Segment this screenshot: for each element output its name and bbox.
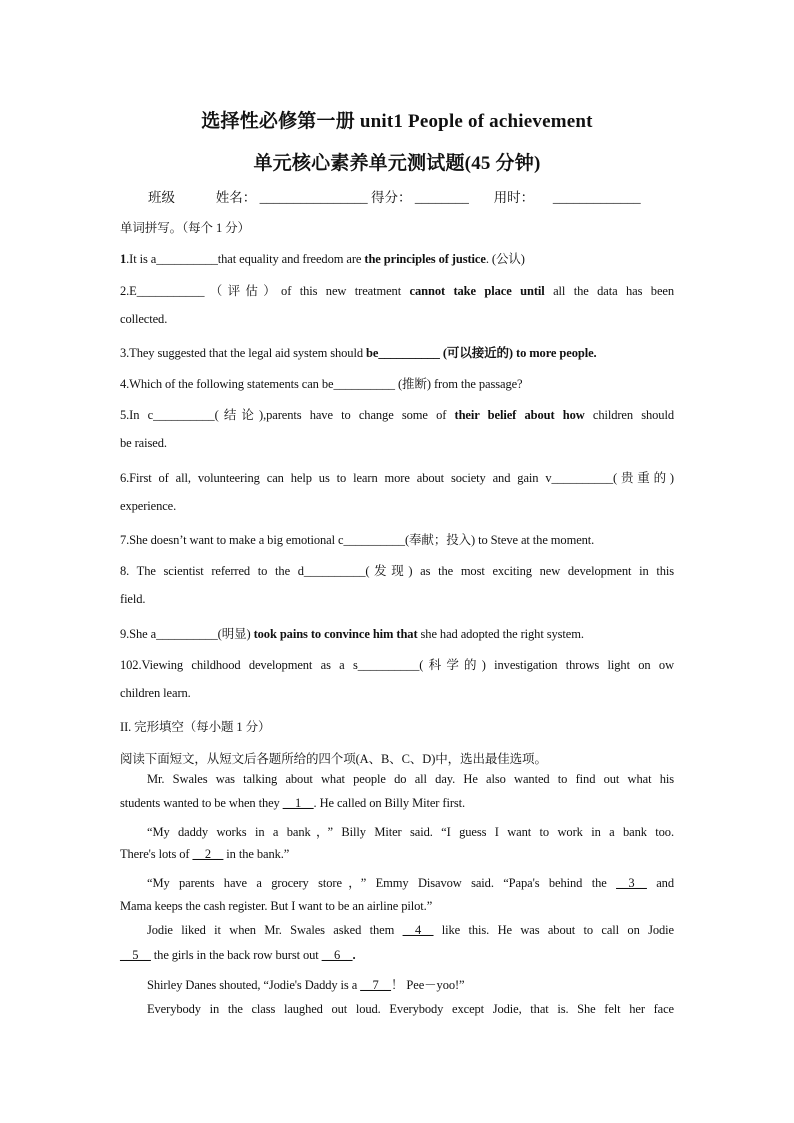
question-10: 102.Viewing childhood development as a s__________(科学的) investigation throws light on ow xyxy=(120,658,674,672)
question-6-cont: experience. xyxy=(120,499,177,513)
cloze-blank-5[interactable]: __5__ xyxy=(120,948,151,962)
answer-blank[interactable]: __________ xyxy=(333,377,395,391)
name-blank[interactable]: ________________ xyxy=(259,190,368,205)
passage-line: Everybody in the class laughed out loud. Everybody except Jodie, that is. She felt her face xyxy=(147,1002,674,1016)
section2-heading: II. 完形填空（每小题 1 分） xyxy=(120,720,271,734)
time-label: 用时： xyxy=(493,190,535,205)
answer-blank[interactable]: __________ xyxy=(303,564,366,578)
question-9: 9.She a__________(明显) took pains to convince him that she had adopted the right system. xyxy=(120,627,584,641)
cloze-blank-6[interactable]: __6__ xyxy=(321,948,353,962)
answer-blank[interactable]: __________ xyxy=(156,252,218,266)
passage-line: “My parents have a grocery store，” Emmy Disavow said. “Papa's behind the __3__ and xyxy=(147,876,674,890)
cloze-blank-4[interactable]: __4__ xyxy=(402,923,434,937)
question-5: 5.In c__________(结论),parents have to change some of their belief about how children should xyxy=(120,408,674,422)
section1-heading: 单词拼写。（每个 1 分） xyxy=(120,221,250,235)
passage-line: There's lots of __2__ in the bank.” xyxy=(120,847,290,861)
question-8: 8. The scientist referred to the d__________(发现) as the most exciting new development in this xyxy=(120,564,674,578)
question-2: 2.E___________（评估）of this new treatment cannot take place until all the data has been xyxy=(120,284,674,298)
document-subtitle: 单元核心素养单元测试题(45 分钟) xyxy=(253,153,541,174)
answer-blank[interactable]: ___________ xyxy=(136,284,205,298)
answer-blank[interactable]: __________ xyxy=(153,408,215,422)
score-label: 得分： xyxy=(371,190,412,205)
cloze-blank-3[interactable]: __3__ xyxy=(616,876,647,890)
passage-line: students wanted to be when they __1__. He called on Billy Miter first. xyxy=(120,796,466,810)
question-10-cont: children learn. xyxy=(120,686,191,700)
cloze-blank-1[interactable]: __1__ xyxy=(282,796,314,810)
cloze-blank-2[interactable]: __2__ xyxy=(192,847,224,861)
question-4: 4.Which of the following statements can be__________ (推断) from the passage? xyxy=(120,377,523,391)
answer-blank[interactable]: __________ xyxy=(378,346,440,360)
question-5-cont: be raised. xyxy=(120,436,167,450)
score-blank[interactable]: ________ xyxy=(414,190,469,205)
section2-instruction: 阅读下面短文，从短文后各题所给的四个项(A、B、C、D)中，选出最佳选项。 xyxy=(120,752,547,766)
question-6: 6.First of all, volunteering can help us to learn more about society and gain v__________(贵重的) xyxy=(120,471,674,485)
cloze-blank-7[interactable]: __7__ xyxy=(360,978,391,992)
name-label: 姓名： xyxy=(215,190,257,205)
question-7: 7.She doesn’t want to make a big emotional c__________(奉献；投入) to Steve at the moment. xyxy=(120,533,595,547)
document-title: 选择性必修第一册 unit1 People of achievement xyxy=(201,111,593,132)
question-2-cont: collected. xyxy=(120,312,168,326)
passage-line: __5__ the girls in the back row burst out __6__. xyxy=(120,948,356,962)
class-label: 班级 xyxy=(148,190,175,205)
time-blank[interactable]: _____________ xyxy=(552,190,641,205)
passage-line: Mr. Swales was talking about what people do all day. He also wanted to find out what his xyxy=(147,772,674,786)
passage-line: Jodie liked it when Mr. Swales asked them __4__ like this. He was about to call on Jodie xyxy=(147,923,674,937)
passage-line: “My daddy works in a bank，” Billy Miter said. “I guess I want to work in a bank too. xyxy=(147,825,674,839)
passage-line: Shirley Danes shouted, “Jodie's Daddy is a __7__！ Pee－yoo!” xyxy=(147,978,465,992)
answer-blank[interactable]: __________ xyxy=(156,627,218,641)
student-info-row xyxy=(148,186,641,206)
answer-blank[interactable]: __________ xyxy=(551,471,614,485)
passage-line: Mama keeps the cash register. But I want to be an airline pilot.” xyxy=(120,899,433,913)
answer-blank[interactable]: __________ xyxy=(343,533,405,547)
question-1: 1.It is a__________that equality and freedom are the principles of justice. (公认) xyxy=(120,252,525,266)
answer-blank[interactable]: __________ xyxy=(357,658,420,672)
question-3: 3.They suggested that the legal aid system should be__________ (可以接近的) to more people. xyxy=(120,346,597,360)
question-8-cont: field. xyxy=(120,592,146,606)
